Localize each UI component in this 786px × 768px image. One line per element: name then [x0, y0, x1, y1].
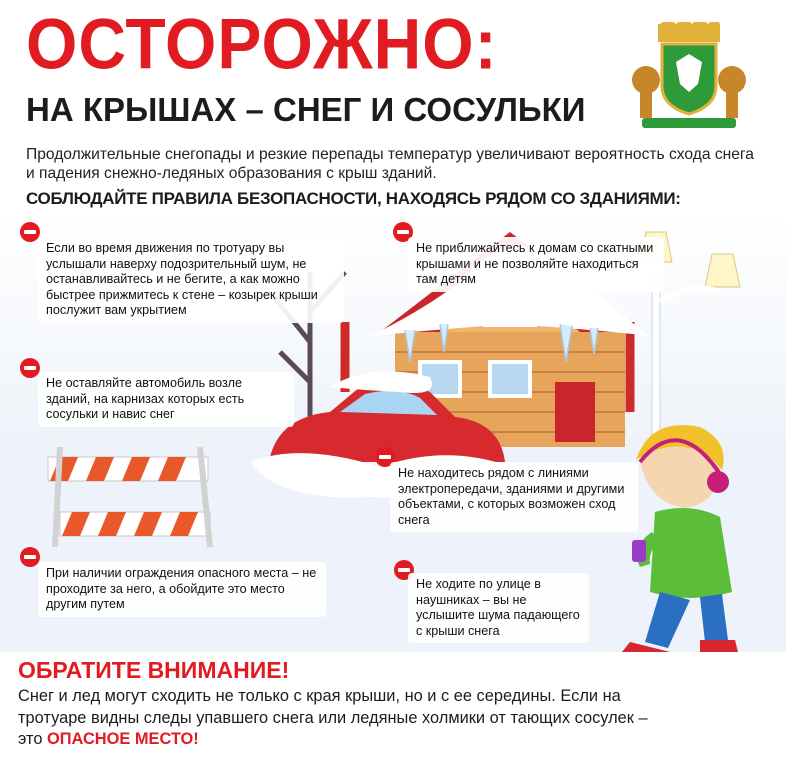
tip-card: Не оставляйте автомобиль возле зданий, на карнизах которых есть сосульки и навис снег — [38, 372, 294, 427]
intro-text: Продолжительные снегопады и резкие перепады температур увеличивают вероятность схода снега и падения снежно-ледяных образования с крыш зданий. — [26, 146, 754, 182]
coat-of-arms-icon — [630, 22, 748, 132]
rules-heading: СОБЛЮДАЙТЕ ПРАВИЛА БЕЗОПАСНОСТИ, НАХОДЯСЬ РЯДОМ СО ЗДАНИЯМИ: — [26, 189, 681, 208]
bottom-text — [18, 686, 658, 751]
stop-icon — [20, 222, 40, 242]
tip-card: При наличии ограждения опасного места – не проходите за него, а обойдите это место другим путем — [38, 562, 326, 617]
danger-label: ОПАСНОЕ МЕСТО! — [47, 730, 199, 748]
tip-card: Не ходите по улице в наушниках – вы не услышите шума падающего с крыши снега — [408, 573, 589, 643]
stop-icon — [20, 358, 40, 378]
warning-heading: ОБРАТИТЕ ВНИМАНИЕ! — [18, 657, 290, 683]
tip-card: Не находитесь рядом с линиями электропередачи, зданиями и другими объектами, с которых возможен сход снега — [390, 462, 638, 532]
page-subtitle: НА КРЫШАХ – СНЕГ И СОСУЛЬКИ — [26, 91, 586, 128]
tip-card: Не приближайтесь к домам со скатными крышами и не позволяйте находиться там детям — [408, 237, 664, 292]
stop-icon — [20, 547, 40, 567]
page-title: ОСТОРОЖНО: — [26, 3, 498, 84]
bottom-text-body: Снег и лед могут сходить не только с края крыши, но и с ее середины. Если на тротуаре видны следы упавшего снега или ледяные холмики от тающих сосулек – это — [18, 687, 648, 748]
tip-card: Если во время движения по тротуару вы услышали наверху подозрительный шум, не останавливайтесь и не бегите, а как можно быстрее прижмитесь к стене – козырек крыши послужит вам укрытием — [38, 237, 344, 323]
